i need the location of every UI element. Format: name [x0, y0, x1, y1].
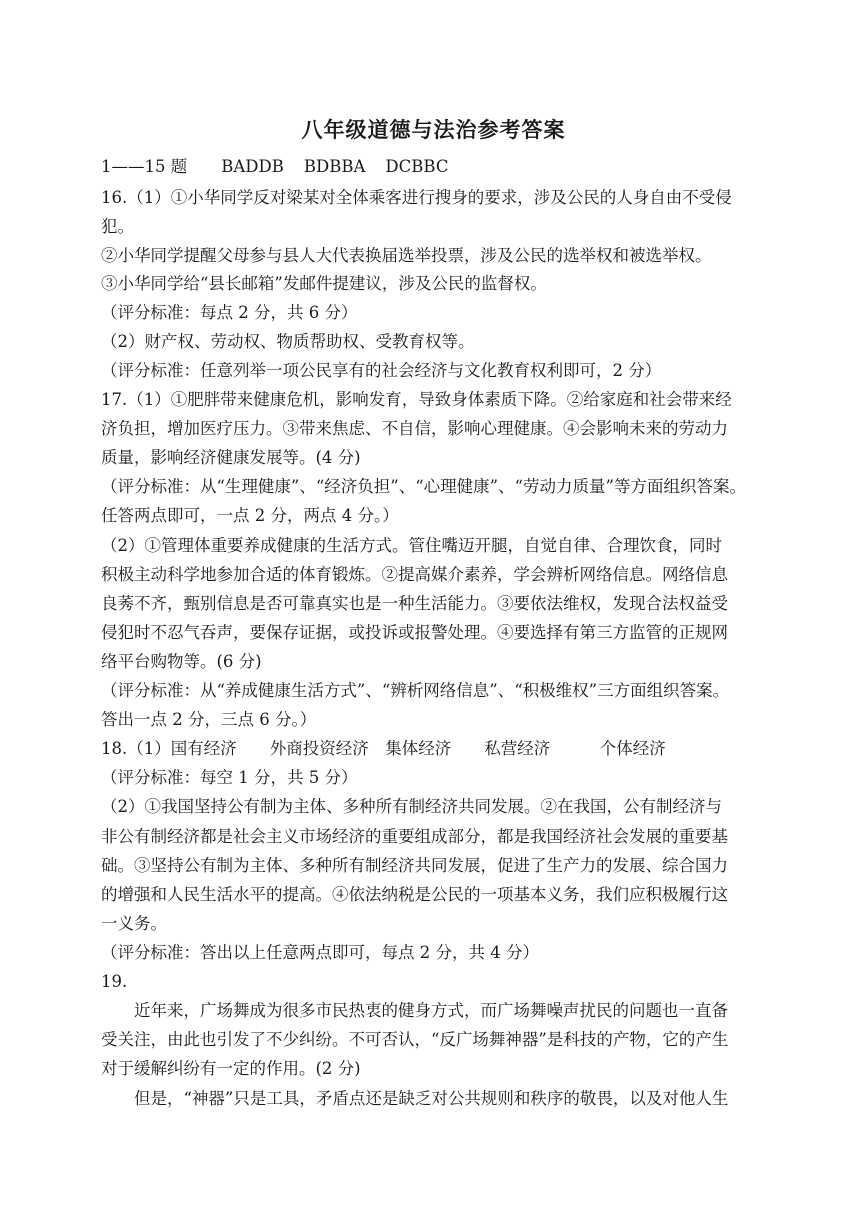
- text-line: 受关注，由此也引发了不少纠纷。不可否认，“反广场舞神器”是科技的产物，它的产生: [101, 1030, 729, 1049]
- text-line: 16.（1）①小华同学反对梁某对全体乘客进行搜身的要求，涉及公民的人身自由不受侵: [101, 188, 732, 207]
- answer-group-3: DCBBC: [385, 157, 449, 176]
- answer-group-2: BDBBA: [303, 157, 366, 176]
- text-line: 良莠不齐，甄别信息是否可靠真实也是一种生活能力。③要依法维权，发现合法权益受: [101, 594, 728, 613]
- text-line: 济负担，增加医疗压力。③带来焦虑、不自信，影响心理健康。④会影响未来的劳动力: [101, 419, 728, 438]
- text-line: 近年来，广场舞成为很多市民热衷的健身方式，而广场舞噪声扰民的问题也一直备: [101, 1001, 728, 1020]
- text-line: 犯。: [101, 217, 134, 236]
- text-line: （2）财产权、劳动权、物质帮助权、受教育权等。: [101, 332, 475, 351]
- text-line: 络平台购物等。(6 分): [101, 652, 262, 671]
- text-line: 对于缓解纠纷有一定的作用。(2 分): [101, 1059, 361, 1078]
- text-line: 础。③坚持公有制为主体、多种所有制经济共同发展，促进了生产力的发展、综合国力: [101, 856, 728, 875]
- text-line: ②小华同学提醒父母参与县人大代表换届选举投票，涉及公民的选举权和被选举权。: [101, 246, 712, 265]
- text-line: （评分标准：每空 1 分，共 5 分）: [101, 768, 358, 787]
- text-line: 的增强和人民生活水平的提高。④依法纳税是公民的一项基本义务，我们应积极履行这: [101, 885, 728, 904]
- text-line: 但是，“神器”只是工具，矛盾点还是缺乏对公共规则和秩序的敬畏，以及对他人生: [101, 1089, 729, 1108]
- text-line: 17.（1）①肥胖带来健康危机，影响发育，导致身体素质下降。②给家庭和社会带来经: [101, 390, 732, 409]
- page-title: 八年级道德与法治参考答案: [301, 117, 566, 142]
- text-line: 任答两点即可，一点 2 分，两点 4 分。）: [101, 506, 399, 525]
- text-line: （评分标准：任意列举一项公民享有的社会经济与文化教育权利即可，2 分）: [101, 361, 662, 380]
- text-line: 19.: [101, 972, 128, 991]
- text-line: （2）①我国坚持公有制为主体、多种所有制经济共同发展。②在我国，公有制经济与: [101, 797, 722, 816]
- text-line: （评分标准：每点 2 分，共 6 分）: [101, 303, 358, 322]
- text-line: 非公有制经济都是社会主义市场经济的重要组成部分，都是我国经济社会发展的重要基: [101, 827, 728, 846]
- answer-group-1: BADDB: [221, 157, 284, 176]
- text-line: 18.（1）国有经济 外商投资经济 集体经济 私营经济 个体经济: [101, 739, 666, 758]
- text-line: 答出一点 2 分，三点 6 分。）: [101, 710, 317, 729]
- text-line: （评分标准：从“生理健康”、“经济负担”、“心理健康”、“劳动力质量”等方面组织答案。: [101, 477, 746, 496]
- text-line: 侵犯时不忍气吞声，要保存证据，或投诉或报警处理。④要选择有第三方监管的正规网: [101, 623, 728, 642]
- text-line: （评分标准：从“养成健康生活方式”、“辨析网络信息”、“积极维权”三方面组织答案。: [101, 681, 730, 700]
- answer-key-label: 1——15 题: [101, 157, 188, 176]
- text-line: （2）①管理体重要养成健康的生活方式。管住嘴迈开腿，自觉自律、合理饮食，同时: [101, 536, 722, 555]
- answer-key-row: [101, 156, 771, 178]
- text-line: ③小华同学给“县长邮箱”发邮件提建议，涉及公民的监督权。: [101, 274, 547, 293]
- text-line: 积极主动科学地参加合适的体育锻炼。②提高媒介素养，学会辨析网络信息。网络信息: [101, 565, 728, 584]
- text-line: 质量，影响经济健康发展等。(4 分): [101, 448, 361, 467]
- text-line: 一义务。: [101, 914, 167, 933]
- text-line: （评分标准：答出以上任意两点即可，每点 2 分，共 4 分）: [101, 943, 539, 962]
